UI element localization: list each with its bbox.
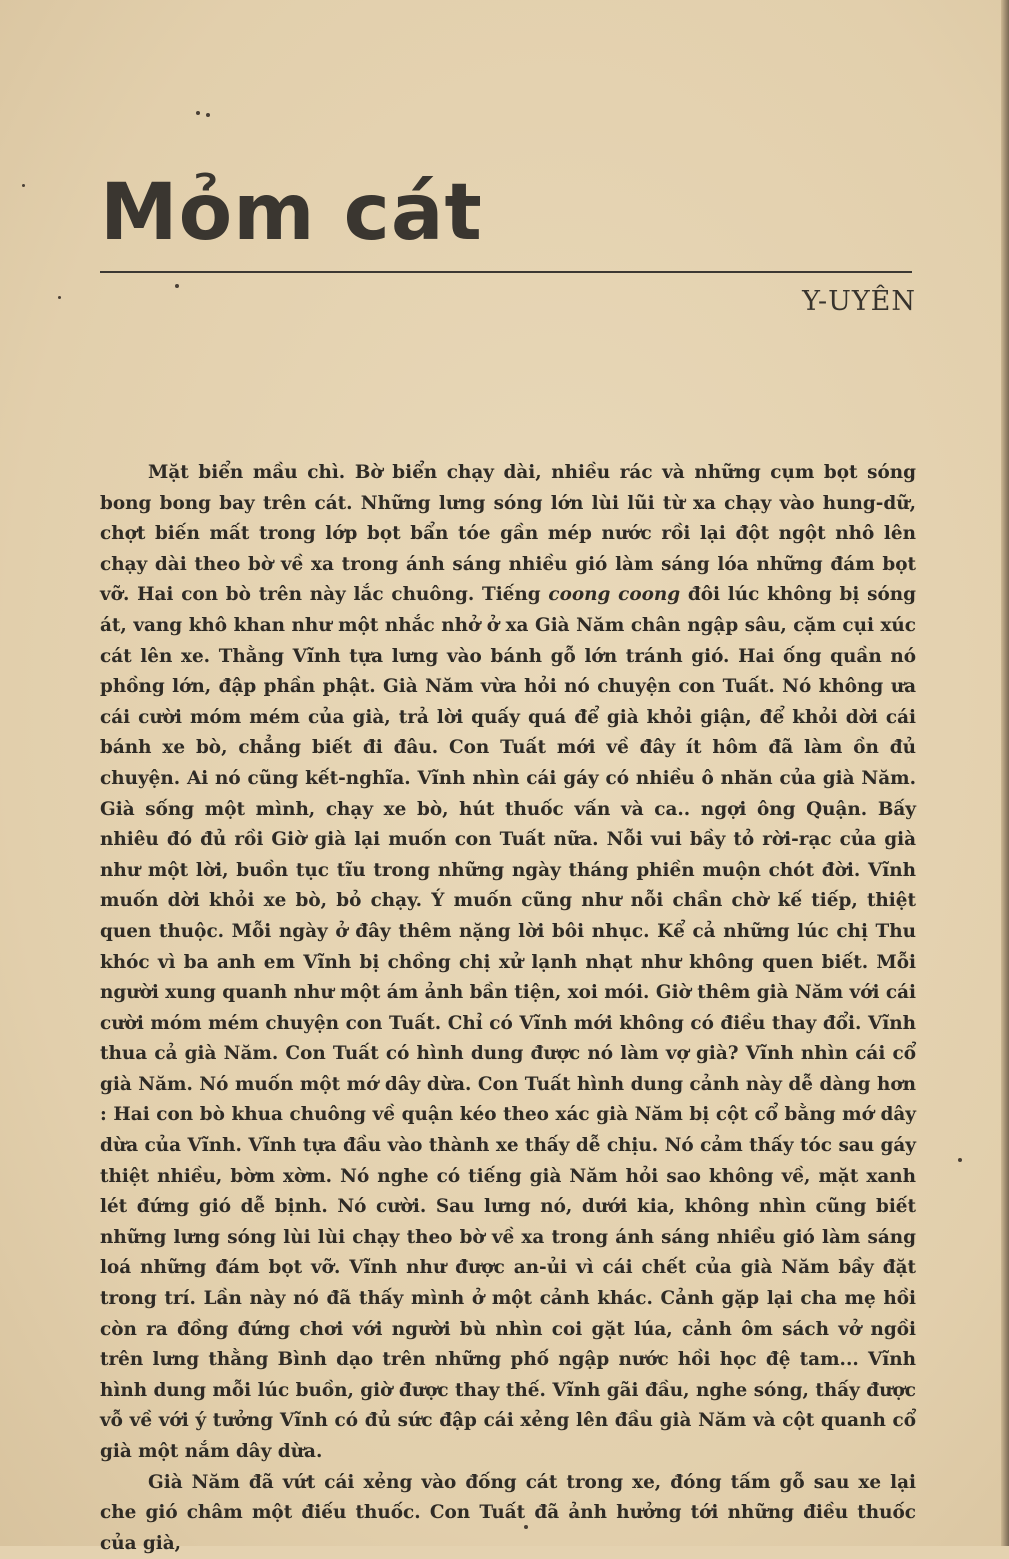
- paper-speck: [22, 184, 25, 187]
- paragraph-text: Mặt biển mầu chì. Bờ biển chạy dài, nhiều rác và những cụm bọt sóng bong bong bay trên cát. Những lưng sóng lớn lùi lũi từ xa chạy vào hung-dữ, chợt biến mất trong lớp bọt bẩn tóe gần mép nước rồi lại đột ngột nhô lên chạy dài theo bờ về xa trong ánh sáng nhiều gió làm sáng lóa những đám bọt vỡ. Hai con bò trên này lắc chuông. Tiếng: [100, 462, 916, 606]
- page-edge: [1001, 0, 1009, 1546]
- paper-speck: [196, 111, 200, 115]
- article-body: [100, 458, 916, 1559]
- article-title: Mỏm cát: [100, 168, 483, 258]
- paper-speck: [958, 1158, 962, 1162]
- article-author: Y-UYÊN: [802, 286, 916, 317]
- title-divider: [100, 271, 912, 273]
- article-paragraph: [100, 458, 916, 1468]
- paper-speck: [206, 113, 210, 117]
- paper-speck: [58, 296, 61, 299]
- paper-speck: [175, 284, 179, 288]
- article-paragraph: Già Năm đã vứt cái xẻng vào đống cát trong xe, đóng tấm gỗ sau xe lại che gió châm một điếu thuốc. Con Tuất đã ảnh hưởng tới những điều thuốc của già,: [100, 1471, 916, 1554]
- paragraph-text: đôi lúc không bị sóng át, vang khô khan như một nhắc nhở ở xa Già Năm chân ngập sâu, cặm cụi xúc cát lên xe. Thằng Vĩnh tựa lưng vào bánh gỗ lớn tránh gió. Hai ống quần nó phồng lớn, đập phần phật. Già Năm vừa hỏi nó chuyện con Tuất. Nó không ưa cái cười móm mém của già, trả lời quấy quá để già khỏi giận, để khỏi dời cái bánh xe bò, chẳng biết đi đâu. Con Tuất mới về đây ít hôm đã làm ồn đủ chuyện. Ai nó cũng kết-nghĩa. Vĩnh nhìn cái gáy có nhiều ô nhăn của già Năm. Già sống một mình, chạy xe bò, hút thuốc vấn và ca.. ngợi ông Quận. Bấy nhiêu đó đủ rồi Giờ già lại muốn con Tuất nữa. Nỗi vui bầy tỏ rời-rạc của già như một lời, buồn tục tĩu trong những ngày tháng phiền muộn chót đời. Vĩnh muốn dời khỏi xe bò, bỏ chạy. Ý muốn cũng như nỗi chần chờ kế tiếp, thiệt quen thuộc. Mỗi ngày ở đây thêm nặng lời bôi nhục. Kể cả những lúc chị Thu khóc vì ba anh em Vĩnh bị chồng chị xử lạnh nhạt như không quen biết. Mỗi người xung quanh như một ám ảnh bần tiện, xoi mói. Giờ thêm già Năm với cái cười móm mém chuyện con Tuất. Chỉ có Vĩnh mới không có điều thay đổi. Vĩnh thua cả già Năm. Con Tuất có hình dung được nó làm vợ già? Vĩnh nhìn cái cổ già Năm. Nó muốn một mớ dây dừa. Con Tuất hình dung cảnh này dễ dàng hơn : Hai con bò khua chuông về quận kéo theo xác già Năm bị cột cổ bằng mớ dây dừa của Vĩnh. Vĩnh tựa đầu vào thành xe thấy dễ chịu. Nó cảm thấy tóc sau gáy thiệt nhiều, bờm xờm. Nó nghe có tiếng già Năm hỏi sao không về, mặt xanh lét đứng gió dễ bịnh. Nó cười. Sau lưng nó, dưới kia, không nhìn cũng biết những lưng sóng lùi lùi chạy theo bờ về xa trong ánh sáng nhiều gió làm sáng loá những đám bọt vỡ. Vĩnh như được an-ủi vì cái chết của già Năm bầy đặt trong trí. Lần này nó đã thấy mình ở một cảnh khác. Cảnh gặp lại cha mẹ hồi còn ra đồng đứng chơi với người bù nhìn coi gặt lúa, cảnh ôm sách vở ngồi trên lưng thằng Bình dạo trên những phố ngập nước hồi học đệ tam... Vĩnh hình dung mỗi lúc buồn, giờ được thay thế. Vĩnh gãi đầu, nghe sóng, thấy được vỗ về với ý tưởng Vĩnh có đủ sức đập cái xẻng lên đầu già Năm và cột quanh cổ già một nắm dây dừa.: [100, 584, 916, 1462]
- italic-onomatopoeia: coong coong: [548, 584, 681, 606]
